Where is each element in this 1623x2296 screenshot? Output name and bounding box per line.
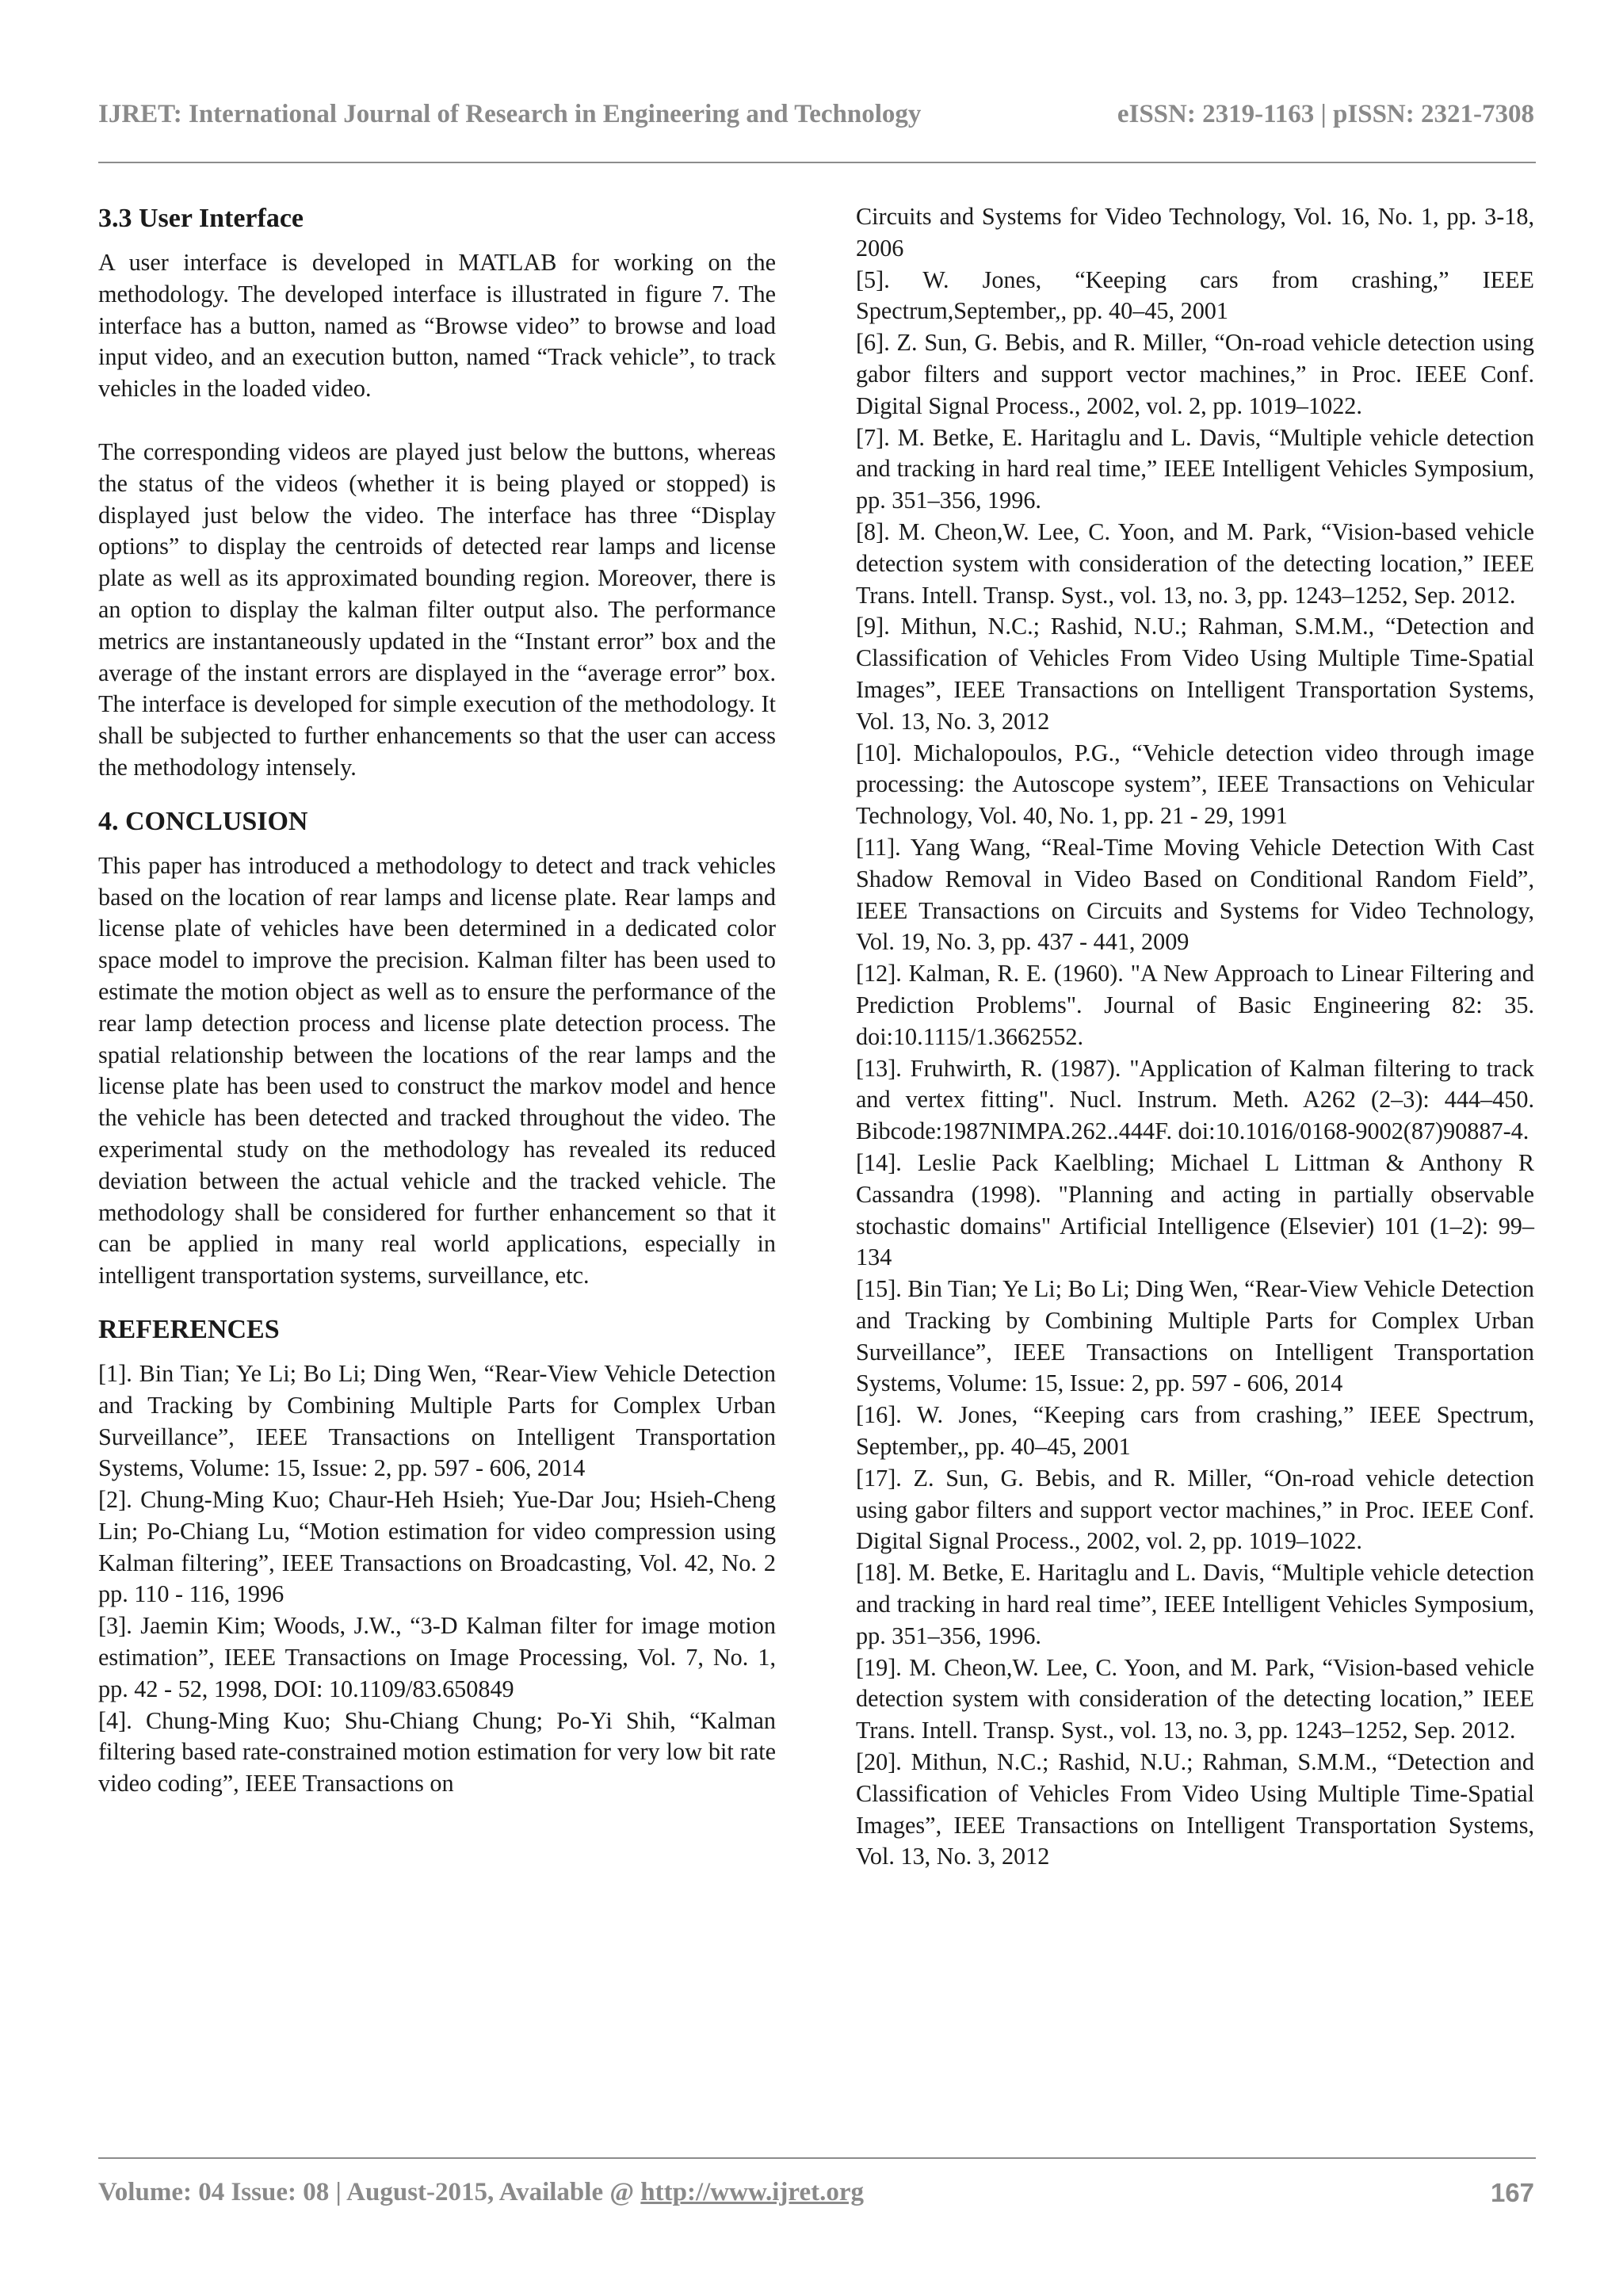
reference-item: [6]. Z. Sun, G. Bebis, and R. Miller, “On-road vehicle detection using gabor filters and support vector machines,” in Proc. IEEE Conf. Digital Signal Process., 2002, vol. 2, pp. 1019–1022. [856,329,1534,419]
reference-item: [12]. Kalman, R. E. (1960). "A New Approach to Linear Filtering and Prediction Problems". Journal of Basic Engineering 82: 35. doi:10.1115/1.3662552. [856,960,1534,1050]
reference-item: [14]. Leslie Pack Kaelbling; Michael L Littman & Anthony R Cassandra (1998). "Planning and acting in partially observable stochastic domains" Artificial Intelligence (Elsevier) 101 (1–2): 99–134 [856,1148,1534,1271]
reference-item: [10]. Michalopoulos, P.G., “Vehicle detection video through image processing: the Autoscope system”, IEEE Transactions on Vehicular Technology, Vol. 40, No. 1, pp. 21 - 29, 1991 [856,739,1534,830]
page-header [98,100,1534,147]
reference-item: [16]. W. Jones, “Keeping cars from crashing,” IEEE Spectrum, September,, pp. 40–45, 2001 [856,1401,1534,1461]
reference-item: [5]. W. Jones, “Keeping cars from crashing,” IEEE Spectrum,September,, pp. 40–45, 2001 [856,266,1534,325]
left-column [98,201,776,1800]
reference-item: [2]. Chung-Ming Kuo; Chaur-Heh Hsieh; Yue-Dar Jou; Hsieh-Cheng Lin; Po-Chiang Lu, “Motion estimation for video compression using Kalman filtering”, IEEE Transactions on Broadcasting, Vol. 42, No. 2 pp. 110 - 116, 1996 [98,1486,776,1608]
reference-item: [1]. Bin Tian; Ye Li; Bo Li; Ding Wen, “Rear-View Vehicle Detection and Tracking by Combining Multiple Parts for Complex Urban Surveillance”, IEEE Transactions on Intelligent Transportation Systems, Volume: 15, Issue: 2, pp. 597 - 606, 2014 [98,1359,776,1482]
volume-info [98,2178,864,2207]
reference-item: [18]. M. Betke, E. Haritaglu and L. Davis, “Multiple vehicle detection and tracking in hard real time”, IEEE Intelligent Vehicles Symposium, pp. 351–356, 1996. [856,1559,1534,1649]
section-title-user-interface: 3.3 User Interface [98,204,304,233]
reference-item: [20]. Mithun, N.C.; Rashid, N.U.; Rahman, S.M.M., “Detection and Classification of Vehicles From Video Using Multiple Time-Spatial Images”, IEEE Transactions on Intelligent Transportation Systems, Vol. 13, No. 3, 2012 [856,1748,1534,1870]
volume-text: Volume: 04 Issue: 08 | August-2015, Available @ [98,2178,641,2206]
reference-item: [17]. Z. Sun, G. Bebis, and R. Miller, “On-road vehicle detection using gabor filters and support vector machines,” in Proc. IEEE Conf. Digital Signal Process., 2002, vol. 2, pp. 1019–1022. [856,1464,1534,1555]
reference-item: [4]. Chung-Ming Kuo; Shu-Chiang Chung; Po-Yi Shih, “Kalman filtering based rate-constrained motion estimation for very low bit rate video coding”, IEEE Transactions on [98,1706,776,1797]
page-footer [98,2178,1534,2218]
footer-divider [98,2157,1536,2159]
reference-item: [19]. M. Cheon,W. Lee, C. Yoon, and M. Park, “Vision-based vehicle detection system with consideration of the detecting location,” IEEE Trans. Intell. Transp. Syst., vol. 13, no. 3, pp. 1243–1252, Sep. 2012. [856,1653,1534,1744]
reference-item: [15]. Bin Tian; Ye Li; Bo Li; Ding Wen, “Rear-View Vehicle Detection and Tracking by Combining Multiple Parts for Complex Urban Surveillance”, IEEE Transactions on Intelligent Transportation Systems, Volume: 15, Issue: 2, pp. 597 - 606, 2014 [856,1275,1534,1397]
user-interface-paragraph-1: A user interface is developed in MATLAB for working on the methodology. The developed interface is illustrated in figure 7. The interface has a button, named as “Browse video” to browse and load input video, and an execution button, named “Track vehicle”, to track vehicles in the loaded video. [98,249,776,403]
journal-link[interactable]: http://www.ijret.org [640,2178,864,2206]
issn-label: eISSN: 2319-1163 | pISSN: 2321-7308 [1117,100,1534,128]
reference-item: [13]. Fruhwirth, R. (1987). "Application of Kalman filtering to track and vertex fitting". Nucl. Instrum. Meth. A262 (2–3): 444–450. Bibcode:1987NIMPA.262..444F. doi:10.1016/0168-9002(87)90887-4. [856,1054,1534,1145]
reference-item: [9]. Mithun, N.C.; Rashid, N.U.; Rahman, S.M.M., “Detection and Classification of Vehicles From Video Using Multiple Time-Spatial Images”, IEEE Transactions on Intelligent Transportation Systems, Vol. 13, No. 3, 2012 [856,613,1534,735]
user-interface-paragraph-2: The corresponding videos are played just below the buttons, whereas the status of the videos (whether it is being played or stopped) is displayed just below the video. The interface has three “Display options” to display the centroids of detected rear lamps and license plate as well as its approximated bounding region. Moreover, there is an option to display the kalman filter output also. The performance metrics are instantaneously updated in the “Instant error” box and the average of the instant errors are displayed in the “average error” box. The interface is developed for simple execution of the methodology. It shall be subjected to further enhancements so that the user can access the methodology intensely. [98,437,776,781]
reference-item: [7]. M. Betke, E. Haritaglu and L. Davis, “Multiple vehicle detection and tracking in hard real time,” IEEE Intelligent Vehicles Symposium, pp. 351–356, 1996. [856,423,1534,514]
reference-item-continued: Circuits and Systems for Video Technology, Vol. 16, No. 1, pp. 3-18, 2006 [856,203,1534,262]
journal-title: IJRET: International Journal of Research in Engineering and Technology [98,100,922,128]
right-column [856,201,1534,1873]
page-number: 167 [1490,2178,1534,2207]
reference-item: [8]. M. Cheon,W. Lee, C. Yoon, and M. Park, “Vision-based vehicle detection system with consideration of the detecting location,” IEEE Trans. Intell. Transp. Syst., vol. 13, no. 3, pp. 1243–1252, Sep. 2012. [856,518,1534,609]
reference-item: [11]. Yang Wang, “Real-Time Moving Vehicle Detection With Cast Shadow Removal in Video Based on Conditional Random Field”, IEEE Transactions on Circuits and Systems for Video Technology, Vol. 19, No. 3, pp. 437 - 441, 2009 [856,833,1534,956]
reference-item: [3]. Jaemin Kim; Woods, J.W., “3-D Kalman filter for image motion estimation”, IEEE Transactions on Image Processing, Vol. 7, No. 1, pp. 42 - 52, 1998, DOI: 10.1109/83.650849 [98,1612,776,1702]
section-title-references: REFERENCES [98,1314,280,1344]
section-title-conclusion: 4. CONCLUSION [98,806,308,836]
header-divider [98,162,1536,163]
conclusion-paragraph: This paper has introduced a methodology to detect and track vehicles based on the location of rear lamps and license plate. Rear lamps and license plate of vehicles have been determined in a dedicated color space model to improve the precision. Kalman filter has been used to estimate the motion object as well as to ensure the performance of the rear lamp detection process and license plate detection process. The spatial relationship between the locations of the rear lamps and the license plate has been used to construct the markov model and hence the vehicle has been detected and tracked throughout the video. The experimental study on the methodology has revealed its reduced deviation between the actual vehicle and the tracked vehicle. The methodology shall be considered for further enhancement so that it can be applied in many real world applications, especially in intelligent transportation systems, surveillance, etc. [98,851,776,1289]
